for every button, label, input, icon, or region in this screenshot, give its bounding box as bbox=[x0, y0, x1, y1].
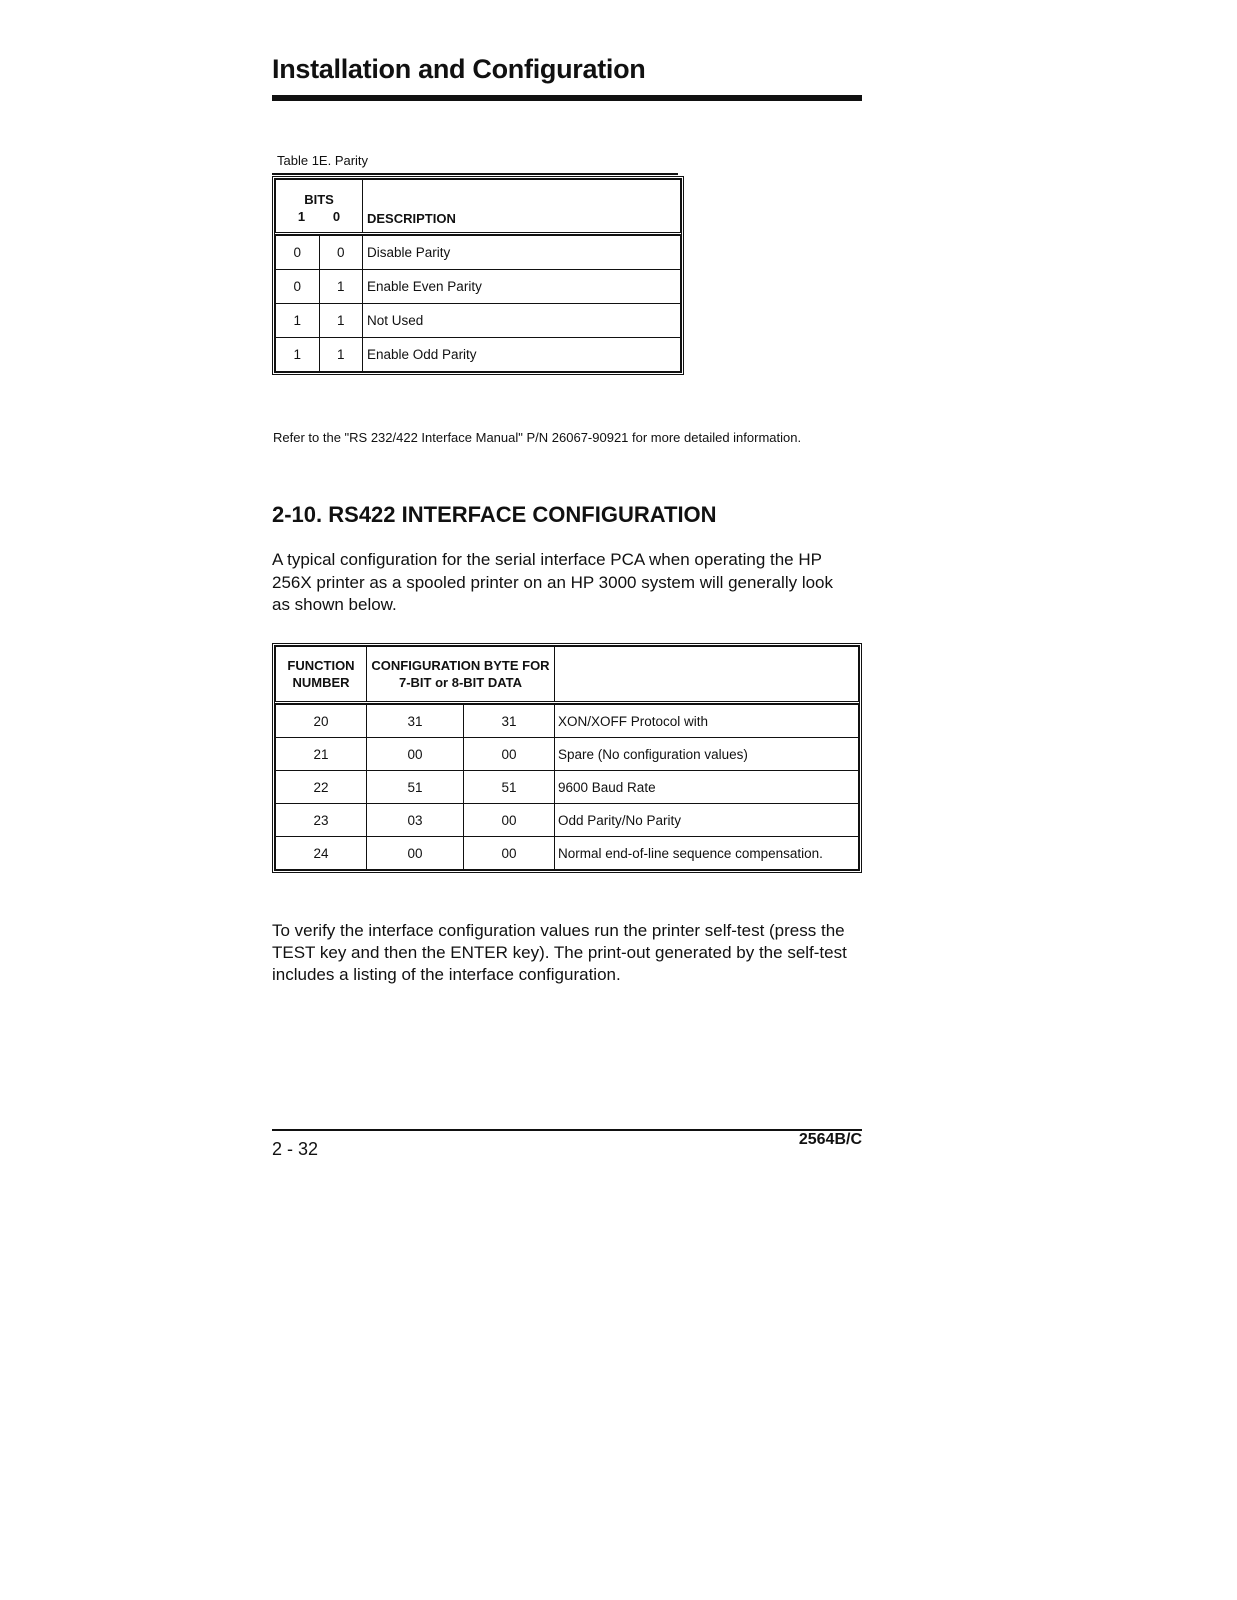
bit0-cell: 1 bbox=[319, 270, 363, 304]
config-8bit-cell: 00 bbox=[464, 738, 555, 771]
table-row bbox=[276, 738, 859, 771]
table1-caption-rule bbox=[272, 173, 678, 175]
bits-header-cell bbox=[276, 180, 363, 234]
config-8bit-cell: 00 bbox=[464, 837, 555, 870]
config-byte-header: CONFIGURATION BYTE FOR 7-BIT or 8-BIT DATA bbox=[367, 647, 555, 703]
bit1-cell: 0 bbox=[276, 236, 320, 270]
config-8bit-cell: 51 bbox=[464, 771, 555, 804]
description-cell: Not Used bbox=[363, 304, 681, 338]
bit0-header-label: 0 bbox=[332, 209, 341, 224]
bit1-header-label: 1 bbox=[297, 209, 306, 224]
description-cell: Enable Even Parity bbox=[363, 270, 681, 304]
config-description-cell: 9600 Baud Rate bbox=[555, 771, 859, 804]
function-number-cell: 22 bbox=[276, 771, 367, 804]
refer-note: Refer to the "RS 232/422 Interface Manual" P/N 26067-90921 for more detailed information. bbox=[273, 430, 802, 445]
config-description-cell: Spare (No configuration values) bbox=[555, 738, 859, 771]
parity-table bbox=[272, 176, 684, 375]
function-number-header: FUNCTION NUMBER bbox=[276, 647, 367, 703]
table1-caption: Table 1E. Parity bbox=[277, 153, 369, 168]
config-table-header-row bbox=[276, 647, 859, 703]
model-number: 2564B/C bbox=[798, 1131, 862, 1148]
config-8bit-cell: 31 bbox=[464, 705, 555, 738]
rs422-config-table bbox=[272, 643, 862, 873]
description-cell: Enable Odd Parity bbox=[363, 338, 681, 372]
config-7bit-cell: 51 bbox=[367, 771, 464, 804]
table-row bbox=[276, 804, 859, 837]
config-8bit-cell: 00 bbox=[464, 804, 555, 837]
bits-header-label: BITS bbox=[304, 192, 334, 207]
table-row bbox=[276, 837, 859, 870]
table-row bbox=[276, 236, 681, 270]
table-row bbox=[276, 304, 681, 338]
verify-paragraph: To verify the interface configuration values run the printer self-test (press the TEST key and then the ENTER key). The print-out generated by the self-test includes a listing of the interface configuration. bbox=[272, 921, 847, 984]
parity-table-header-row bbox=[276, 180, 681, 234]
bit0-cell: 1 bbox=[319, 304, 363, 338]
bit1-cell: 1 bbox=[276, 338, 320, 372]
section-heading: 2-10. RS422 INTERFACE CONFIGURATION bbox=[272, 502, 717, 527]
table-row bbox=[276, 270, 681, 304]
page-header-title: Installation and Configuration bbox=[272, 54, 646, 84]
function-number-cell: 20 bbox=[276, 705, 367, 738]
page-number: 2 - 32 bbox=[272, 1139, 319, 1159]
table-row bbox=[276, 705, 859, 738]
config-desc-header bbox=[555, 647, 859, 703]
config-7bit-cell: 31 bbox=[367, 705, 464, 738]
function-number-cell: 24 bbox=[276, 837, 367, 870]
function-number-cell: 21 bbox=[276, 738, 367, 771]
intro-paragraph: A typical configuration for the serial interface PCA when operating the HP 256X printer as a spooled printer on an HP 3000 system will generally look as shown below. bbox=[272, 550, 833, 614]
config-description-cell: Odd Parity/No Parity bbox=[555, 804, 859, 837]
config-7bit-cell: 00 bbox=[367, 738, 464, 771]
table-row bbox=[276, 771, 859, 804]
description-cell: Disable Parity bbox=[363, 236, 681, 270]
bit1-cell: 0 bbox=[276, 270, 320, 304]
config-7bit-cell: 03 bbox=[367, 804, 464, 837]
config-description-cell: XON/XOFF Protocol with bbox=[555, 705, 859, 738]
header-rule bbox=[272, 95, 862, 101]
bit0-cell: 1 bbox=[319, 338, 363, 372]
table-row bbox=[276, 338, 681, 372]
config-description-cell: Normal end-of-line sequence compensation. bbox=[555, 837, 859, 870]
bit0-cell: 0 bbox=[319, 236, 363, 270]
config-7bit-cell: 00 bbox=[367, 837, 464, 870]
function-number-cell: 23 bbox=[276, 804, 367, 837]
bit1-cell: 1 bbox=[276, 304, 320, 338]
description-header-cell: DESCRIPTION bbox=[363, 180, 681, 234]
